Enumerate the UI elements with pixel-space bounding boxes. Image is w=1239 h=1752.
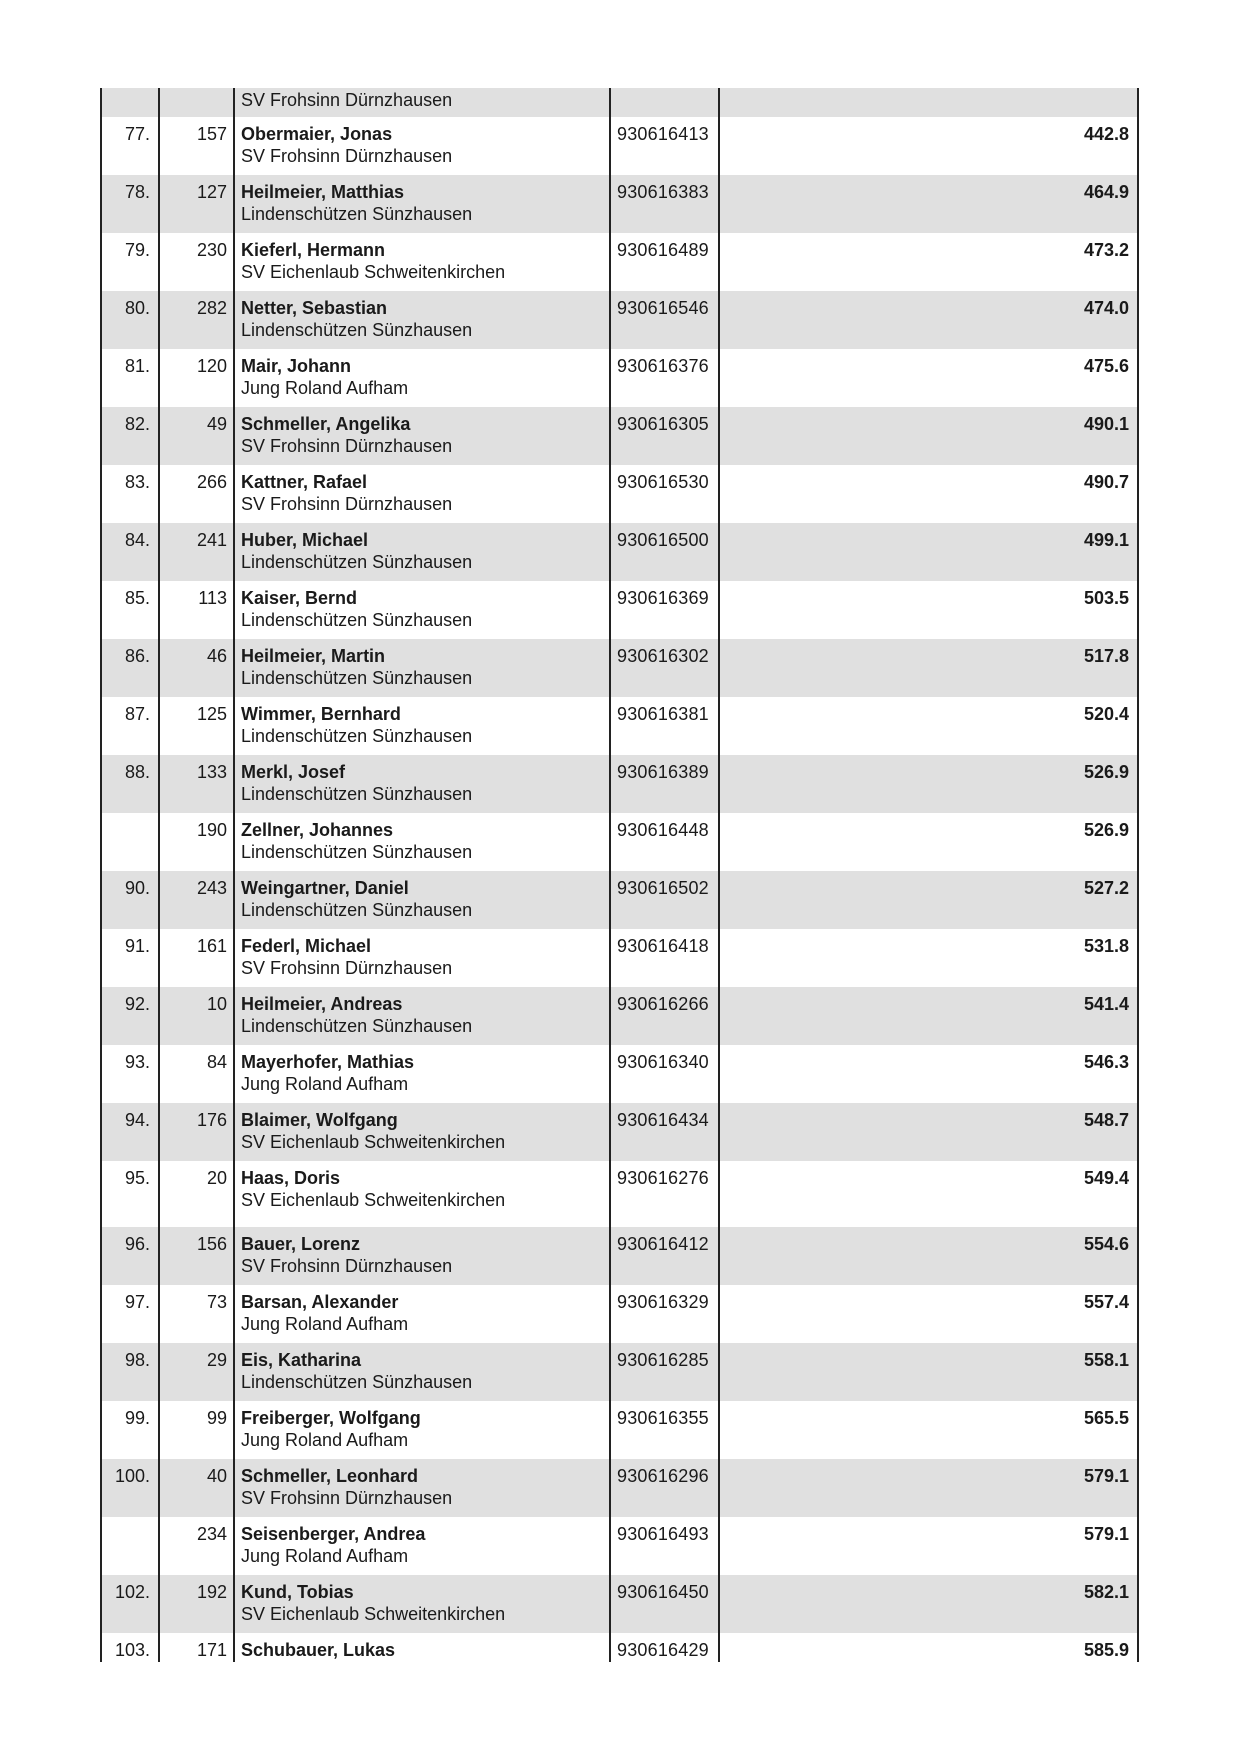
- name-cell: [235, 1227, 611, 1285]
- name-cell: [235, 175, 611, 233]
- id-cell: 930616355: [611, 1401, 720, 1459]
- club-name: SV Frohsinn Dürnzhausen: [241, 90, 453, 110]
- score-cell: 442.8: [1083, 124, 1129, 144]
- id-cell: 930616369: [611, 581, 720, 639]
- id-cell: 930616296: [611, 1459, 720, 1517]
- club-name: SV Frohsinn Dürnzhausen: [241, 494, 453, 514]
- rank-cell: 102.: [102, 1575, 160, 1633]
- table-body: [102, 117, 1137, 1662]
- shooter-name: Barsan, Alexander: [241, 1292, 399, 1312]
- name-cell: [235, 1161, 611, 1227]
- club-name: SV Frohsinn Dürnzhausen: [241, 1256, 453, 1276]
- start-number-cell: 176: [160, 1103, 235, 1161]
- table-row: [102, 175, 1137, 233]
- start-number-cell: 49: [160, 407, 235, 465]
- id-cell: 930616434: [611, 1103, 720, 1161]
- rank-cell: 103.: [102, 1633, 160, 1662]
- table-row: [102, 639, 1137, 697]
- score-cell: 565.5: [1083, 1408, 1129, 1428]
- id-cell: 930616383: [611, 175, 720, 233]
- shooter-name: Kattner, Rafael: [241, 472, 368, 492]
- shooter-name: Obermaier, Jonas: [241, 124, 393, 144]
- name-cell: [235, 233, 611, 291]
- shooter-name: Wimmer, Bernhard: [241, 704, 401, 724]
- club-name: SV Eichenlaub Schweitenkirchen: [241, 1604, 506, 1624]
- id-cell: 930616502: [611, 871, 720, 929]
- table-row: [102, 871, 1137, 929]
- club-name: Lindenschützen Sünzhausen: [241, 842, 473, 862]
- club-name: Jung Roland Aufham: [241, 1314, 409, 1334]
- club-name: Lindenschützen Sünzhausen: [241, 204, 473, 224]
- start-number-cell: 234: [160, 1517, 235, 1575]
- id-cell: 930616500: [611, 523, 720, 581]
- start-number-cell: 241: [160, 523, 235, 581]
- table-row: [102, 1459, 1137, 1517]
- start-number-cell: 266: [160, 465, 235, 523]
- start-number-cell: 40: [160, 1459, 235, 1517]
- shooter-name: Schmeller, Angelika: [241, 414, 411, 434]
- shooter-name: Merkl, Josef: [241, 762, 346, 782]
- name-cell: [235, 639, 611, 697]
- score-cell: 520.4: [1083, 704, 1129, 724]
- id-cell: 930616418: [611, 929, 720, 987]
- name-cell: [235, 1633, 611, 1662]
- start-number-cell: 20: [160, 1161, 235, 1227]
- rank-cell: [102, 88, 160, 117]
- id-cell: 930616413: [611, 117, 720, 175]
- score-cell: 474.0: [1083, 298, 1129, 318]
- table-row: [102, 1517, 1137, 1575]
- rank-cell: 90.: [102, 871, 160, 929]
- name-cell: [235, 407, 611, 465]
- rank-cell: 98.: [102, 1343, 160, 1401]
- shooter-name: Blaimer, Wolfgang: [241, 1110, 398, 1130]
- name-cell: [235, 1401, 611, 1459]
- rank-cell: 93.: [102, 1045, 160, 1103]
- score-cell: 464.9: [1083, 182, 1129, 202]
- score-cell: 548.7: [1083, 1110, 1129, 1130]
- table-row: [102, 233, 1137, 291]
- start-number-cell: 190: [160, 813, 235, 871]
- score-cell: 557.4: [1083, 1292, 1129, 1312]
- table-row: [102, 407, 1137, 465]
- score-cell: 490.1: [1083, 414, 1129, 434]
- club-name: SV Eichenlaub Schweitenkirchen: [241, 262, 506, 282]
- id-cell: [611, 88, 720, 117]
- score-cell: 503.5: [1083, 588, 1129, 608]
- table-row: [102, 987, 1137, 1045]
- start-number-cell: 282: [160, 291, 235, 349]
- club-name: SV Frohsinn Dürnzhausen: [241, 1488, 453, 1508]
- club-name: SV Eichenlaub Schweitenkirchen: [241, 1190, 506, 1210]
- name-cell: [235, 813, 611, 871]
- score-cell: 558.1: [1083, 1350, 1129, 1370]
- start-number-cell: [160, 88, 235, 117]
- table-row: [102, 1633, 1137, 1662]
- club-name: SV Eichenlaub Schweitenkirchen: [241, 1132, 506, 1152]
- name-cell: [235, 117, 611, 175]
- name-cell: [235, 1517, 611, 1575]
- table-row: [102, 465, 1137, 523]
- start-number-cell: 161: [160, 929, 235, 987]
- table-row: [102, 697, 1137, 755]
- table-row: [102, 1227, 1137, 1285]
- id-cell: 930616266: [611, 987, 720, 1045]
- start-number-cell: 127: [160, 175, 235, 233]
- name-cell: [235, 291, 611, 349]
- shooter-name: Huber, Michael: [241, 530, 369, 550]
- start-number-cell: 230: [160, 233, 235, 291]
- club-name: Lindenschützen Sünzhausen: [241, 320, 473, 340]
- id-cell: 930616381: [611, 697, 720, 755]
- score-cell: 582.1: [1083, 1582, 1129, 1602]
- table-row: [102, 1161, 1137, 1227]
- score-cell: 473.2: [1083, 240, 1129, 260]
- id-cell: 930616493: [611, 1517, 720, 1575]
- club-name: SV Frohsinn Dürnzhausen: [241, 958, 453, 978]
- club-name: Lindenschützen Sünzhausen: [241, 784, 473, 804]
- club-name: Jung Roland Aufham: [241, 1074, 409, 1094]
- rank-cell: 96.: [102, 1227, 160, 1285]
- id-cell: 930616448: [611, 813, 720, 871]
- table-row: [102, 1401, 1137, 1459]
- rank-cell: 99.: [102, 1401, 160, 1459]
- shooter-name: Eis, Katharina: [241, 1350, 362, 1370]
- shooter-name: Federl, Michael: [241, 936, 372, 956]
- shooter-name: Bauer, Lorenz: [241, 1234, 361, 1254]
- name-cell: [235, 465, 611, 523]
- shooter-name: Zellner, Johannes: [241, 820, 394, 840]
- id-cell: 930616340: [611, 1045, 720, 1103]
- rank-cell: [102, 813, 160, 871]
- table-row: [102, 1575, 1137, 1633]
- club-name: Lindenschützen Sünzhausen: [241, 552, 473, 572]
- club-name: Lindenschützen Sünzhausen: [241, 900, 473, 920]
- table-row: [102, 755, 1137, 813]
- id-cell: 930616450: [611, 1575, 720, 1633]
- shooter-name: Heilmeier, Andreas: [241, 994, 403, 1014]
- rank-cell: 94.: [102, 1103, 160, 1161]
- shooter-name: Mayerhofer, Mathias: [241, 1052, 415, 1072]
- name-cell: [235, 755, 611, 813]
- score-cell: 526.9: [1083, 820, 1129, 840]
- club-name: Lindenschützen Sünzhausen: [241, 668, 473, 688]
- id-cell: 930616329: [611, 1285, 720, 1343]
- table-row: [102, 349, 1137, 407]
- rank-cell: 87.: [102, 697, 160, 755]
- rank-cell: 84.: [102, 523, 160, 581]
- club-name: Jung Roland Aufham: [241, 1546, 409, 1566]
- id-cell: 930616389: [611, 755, 720, 813]
- name-cell: [235, 929, 611, 987]
- shooter-name: Heilmeier, Matthias: [241, 182, 405, 202]
- id-cell: 930616276: [611, 1161, 720, 1227]
- id-cell: 930616305: [611, 407, 720, 465]
- start-number-cell: 73: [160, 1285, 235, 1343]
- score-cell: 549.4: [1083, 1168, 1129, 1188]
- table-row: [102, 929, 1137, 987]
- table-row: [102, 523, 1137, 581]
- rank-cell: 80.: [102, 291, 160, 349]
- name-cell: [235, 523, 611, 581]
- shooter-name: Schmeller, Leonhard: [241, 1466, 419, 1486]
- start-number-cell: 243: [160, 871, 235, 929]
- start-number-cell: 120: [160, 349, 235, 407]
- score-cell: 499.1: [1083, 530, 1129, 550]
- table-row: [102, 813, 1137, 871]
- id-cell: 930616546: [611, 291, 720, 349]
- rank-cell: 82.: [102, 407, 160, 465]
- table-row: [102, 1045, 1137, 1103]
- shooter-name: Freiberger, Wolfgang: [241, 1408, 421, 1428]
- shooter-name: Haas, Doris: [241, 1168, 341, 1188]
- name-cell: [235, 1343, 611, 1401]
- table-row: [102, 117, 1137, 175]
- table-row: [102, 291, 1137, 349]
- table-row: [102, 581, 1137, 639]
- table-row-continued: [102, 88, 1137, 117]
- rank-cell: 79.: [102, 233, 160, 291]
- table-row: [102, 1343, 1137, 1401]
- rank-cell: [102, 1517, 160, 1575]
- rank-cell: 91.: [102, 929, 160, 987]
- name-cell: [235, 987, 611, 1045]
- start-number-cell: 156: [160, 1227, 235, 1285]
- shooter-name: Kieferl, Hermann: [241, 240, 386, 260]
- rank-cell: 83.: [102, 465, 160, 523]
- id-cell: 930616302: [611, 639, 720, 697]
- table-row: [102, 1285, 1137, 1343]
- shooter-name: Heilmeier, Martin: [241, 646, 386, 666]
- id-cell: 930616285: [611, 1343, 720, 1401]
- start-number-cell: 113: [160, 581, 235, 639]
- club-name: Jung Roland Aufham: [241, 1430, 409, 1450]
- rank-cell: 78.: [102, 175, 160, 233]
- score-cell: 490.7: [1083, 472, 1129, 492]
- name-cell: [235, 88, 611, 117]
- name-cell: [235, 1103, 611, 1161]
- id-cell: 930616530: [611, 465, 720, 523]
- name-cell: [235, 697, 611, 755]
- name-cell: [235, 1285, 611, 1343]
- start-number-cell: 29: [160, 1343, 235, 1401]
- rank-cell: 86.: [102, 639, 160, 697]
- start-number-cell: 10: [160, 987, 235, 1045]
- start-number-cell: 99: [160, 1401, 235, 1459]
- rank-cell: 85.: [102, 581, 160, 639]
- score-cell: 531.8: [1083, 936, 1129, 956]
- rank-cell: 77.: [102, 117, 160, 175]
- shooter-name: Kund, Tobias: [241, 1582, 354, 1602]
- start-number-cell: 157: [160, 117, 235, 175]
- id-cell: 930616429: [611, 1633, 720, 1662]
- results-table: [100, 88, 1139, 1662]
- shooter-name: Netter, Sebastian: [241, 298, 388, 318]
- shooter-name: Kaiser, Bernd: [241, 588, 358, 608]
- start-number-cell: 192: [160, 1575, 235, 1633]
- start-number-cell: 171: [160, 1633, 235, 1662]
- name-cell: [235, 1045, 611, 1103]
- club-name: Lindenschützen Sünzhausen: [241, 726, 473, 746]
- score-cell: [720, 88, 1137, 117]
- shooter-name: Seisenberger, Andrea: [241, 1524, 426, 1544]
- rank-cell: 81.: [102, 349, 160, 407]
- club-name: Lindenschützen Sünzhausen: [241, 1372, 473, 1392]
- start-number-cell: 125: [160, 697, 235, 755]
- score-cell: 579.1: [1083, 1466, 1129, 1486]
- club-name: Lindenschützen Sünzhausen: [241, 1016, 473, 1036]
- name-cell: [235, 349, 611, 407]
- shooter-name: Weingartner, Daniel: [241, 878, 409, 898]
- name-cell: [235, 581, 611, 639]
- shooter-name: Mair, Johann: [241, 356, 352, 376]
- score-cell: 526.9: [1083, 762, 1129, 782]
- start-number-cell: 84: [160, 1045, 235, 1103]
- name-cell: [235, 871, 611, 929]
- club-name: SV Frohsinn Dürnzhausen: [241, 436, 453, 456]
- score-cell: 579.1: [1083, 1524, 1129, 1544]
- club-name: Lindenschützen Sünzhausen: [241, 610, 473, 630]
- start-number-cell: 133: [160, 755, 235, 813]
- rank-cell: 95.: [102, 1161, 160, 1227]
- start-number-cell: 46: [160, 639, 235, 697]
- score-cell: 475.6: [1083, 356, 1129, 376]
- shooter-name: Schubauer, Lukas: [241, 1640, 396, 1660]
- score-cell: 541.4: [1083, 994, 1129, 1014]
- name-cell: [235, 1575, 611, 1633]
- id-cell: 930616376: [611, 349, 720, 407]
- score-cell: 554.6: [1083, 1234, 1129, 1254]
- club-name: Jung Roland Aufham: [241, 378, 409, 398]
- name-cell: [235, 1459, 611, 1517]
- rank-cell: 88.: [102, 755, 160, 813]
- rank-cell: 100.: [102, 1459, 160, 1517]
- score-cell: 527.2: [1083, 878, 1129, 898]
- score-cell: 585.9: [1083, 1640, 1129, 1660]
- id-cell: 930616489: [611, 233, 720, 291]
- club-name: SV Frohsinn Dürnzhausen: [241, 146, 453, 166]
- table-row: [102, 1103, 1137, 1161]
- rank-cell: 92.: [102, 987, 160, 1045]
- rank-cell: 97.: [102, 1285, 160, 1343]
- score-cell: 517.8: [1083, 646, 1129, 666]
- score-cell: 546.3: [1083, 1052, 1129, 1072]
- id-cell: 930616412: [611, 1227, 720, 1285]
